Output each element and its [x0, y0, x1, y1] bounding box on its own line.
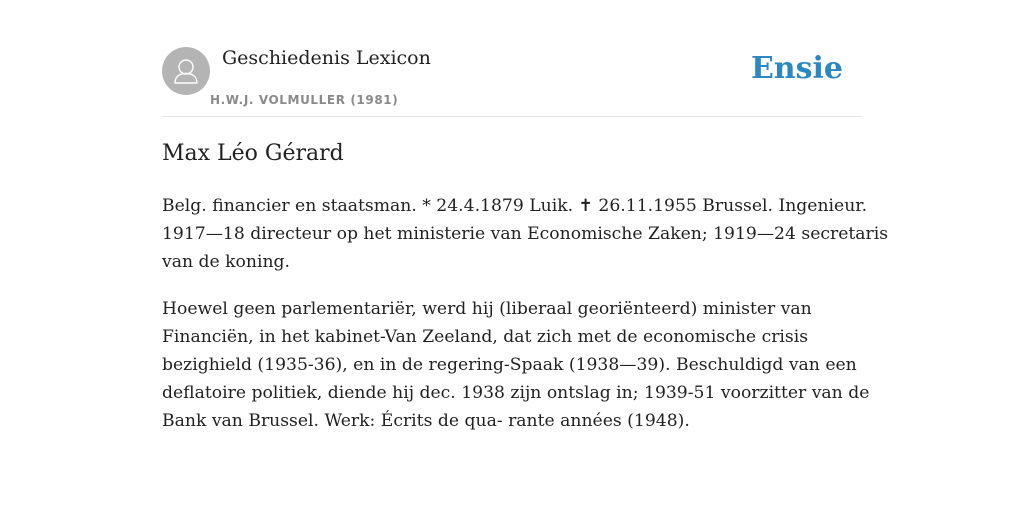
text-line: Belg. financier en staatsman. * 24.4.1879 Luik. ✝ 26.11.1955 Brussel. Ingenieur. [162, 196, 868, 216]
text-line: Bank van Brussel. Werk: Écrits de qua- rante années (1948). [162, 411, 690, 431]
user-icon [162, 47, 210, 95]
article-title: Max Léo Gérard [162, 141, 344, 166]
paragraph [162, 295, 870, 435]
text-line: Hoewel geen parlementariër, werd hij (liberaal georiënteerd) minister van [162, 299, 812, 319]
text-line: 1917—18 directeur op het ministerie van Economische Zaken; 1919—24 secretaris [162, 224, 889, 244]
avatar[interactable] [162, 47, 210, 95]
text-line: van de koning. [162, 252, 290, 272]
brand-logo[interactable]: Ensie [750, 51, 843, 86]
text-line: Financiën, in het kabinet-Van Zeeland, dat zich met de economische crisis [162, 327, 809, 347]
paragraph [162, 192, 889, 276]
article-header [162, 46, 862, 117]
text-line: bezighield (1935-36), en in de regering-Spaak (1938—39). Beschuldigd van een [162, 355, 857, 375]
source-name[interactable]: Geschiedenis Lexicon [222, 47, 431, 69]
text-line: deflatoire politiek, diende hij dec. 1938 zijn ontslag in; 1939-51 voorzitter van de [162, 383, 870, 403]
article-body [162, 192, 889, 454]
author-credit[interactable]: H.W.J. VOLMULLER (1981) [210, 93, 399, 107]
